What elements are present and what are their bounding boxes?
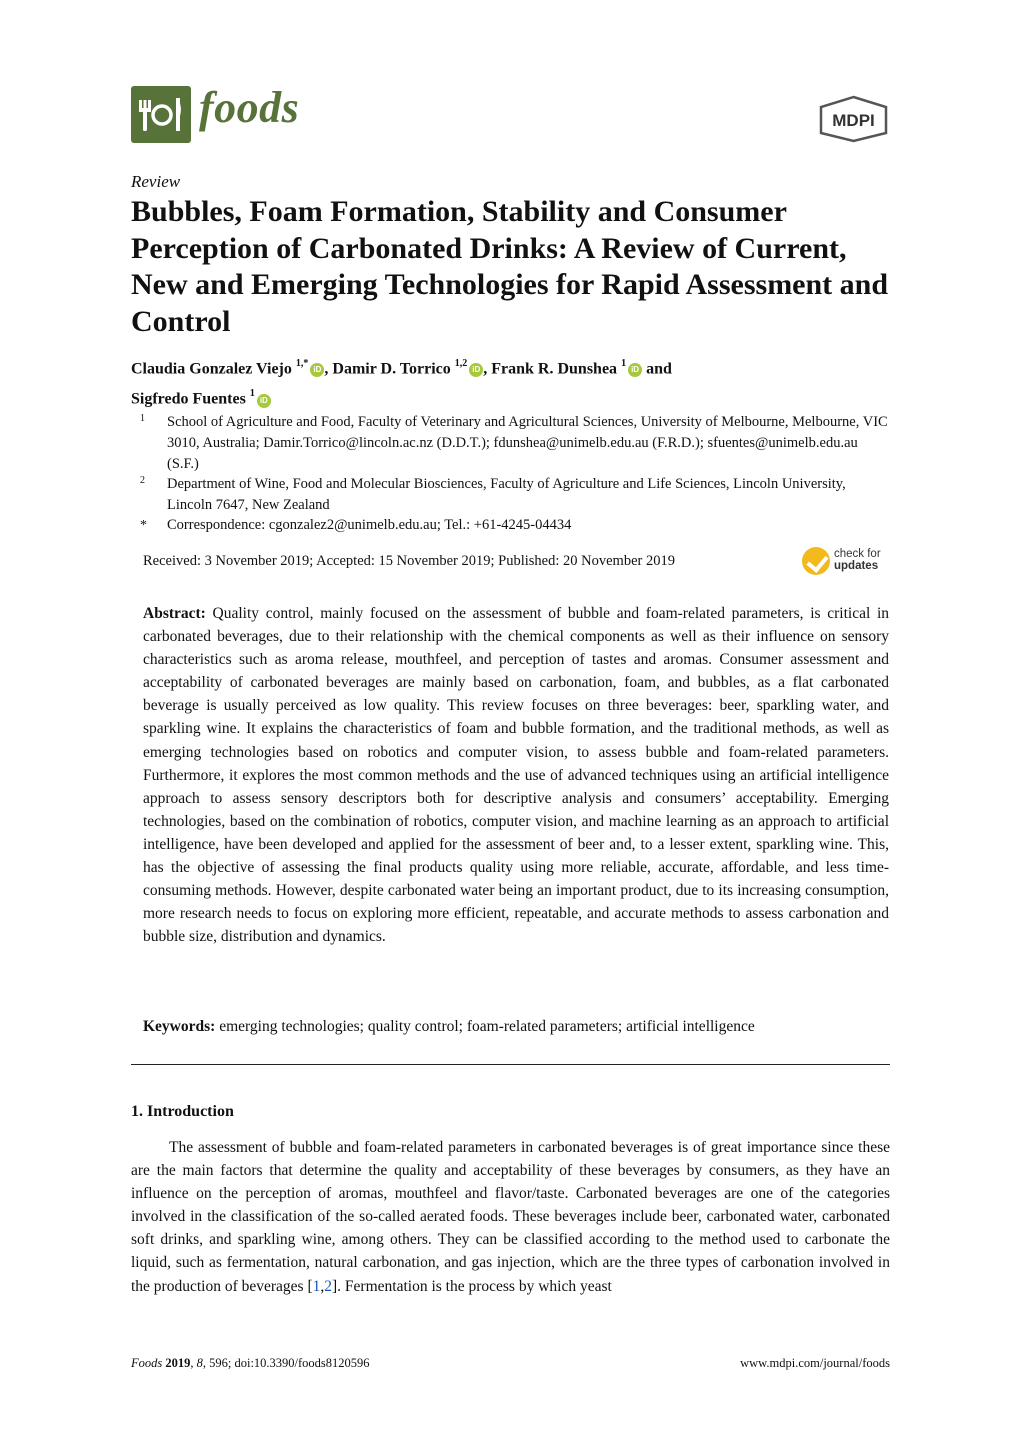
author-list bbox=[131, 352, 891, 413]
keywords bbox=[143, 1015, 889, 1038]
author-name[interactable]: Sigfredo Fuentes bbox=[131, 390, 246, 408]
affiliation-text: Correspondence: cgonzalez2@unimelb.edu.au; Tel.: +61-4245-04434 bbox=[167, 517, 572, 533]
author-separator: , bbox=[483, 360, 492, 378]
abstract-text: Quality control, mainly focused on the assessment of bubble and foam-related parameters, is critical in carbonated beverages, due to their relationship with the chemical components as well as their influence on sensory characteristics such as aroma release, mouthfeel, and perception of tastes and aromas. Consumer assessment and acceptability of carbonated beverages are mainly based on carbonation, foam, and bubbles, as a flat carbonated beverage is usually perceived as low quality. This review focuses on three beverages: beer, sparkling water, and sparkling wine. It explains the characteristics of foam and bubble formation, and the traditional methods, as well as emerging technologies based on robotics and computer vision, to assess bubble and foam-related parameters. Furthermore, it explores the most common methods and the use of advanced techniques using an artificial intelligence approach to assess sensory descriptors both for descriptive analysis and consumers’ acceptability. Emerging technologies, based on the combination of robotics, computer vision, and machine learning as an approach to artificial intelligence, have been developed and applied for the assessment of beer and, to a lesser extent, sparkling wine. This, has the objective of assessing the final products quality using more reliable, accurate, affordable, and less time-consuming methods. However, despite carbonated water being an important product, due to its increasing consumption, more research needs to focus on exploring more efficient, repeatable, and accurate methods to assess carbonation and bubble size, distribution and dynamics. bbox=[143, 605, 890, 946]
author-name[interactable]: Claudia Gonzalez Viejo bbox=[131, 360, 292, 378]
affiliation-marker: 2 bbox=[140, 475, 145, 486]
checkmark-icon bbox=[802, 547, 830, 575]
author-affiliation-marker: 1 bbox=[249, 388, 255, 400]
check-for-updates-badge[interactable] bbox=[800, 545, 892, 579]
check-updates-line2: updates bbox=[834, 560, 879, 572]
affiliation-2 bbox=[131, 474, 891, 516]
author-separator: and bbox=[642, 360, 672, 378]
plate-fork-knife-icon bbox=[131, 86, 191, 143]
intro-text-continued: ]. Fermentation is the process by which yeast bbox=[332, 1277, 612, 1295]
footer-year: 2019 bbox=[165, 1356, 191, 1370]
footer-url[interactable]: www.mdpi.com/journal/foods bbox=[740, 1356, 890, 1370]
section-heading: 1. Introduction bbox=[131, 1103, 234, 1120]
journal-name: foods bbox=[199, 83, 300, 132]
keywords-label: Keywords: bbox=[143, 1018, 216, 1035]
orcid-icon[interactable]: iD bbox=[469, 363, 483, 377]
author-name[interactable]: Frank R. Dunshea bbox=[491, 360, 618, 378]
journal-logo bbox=[131, 86, 191, 143]
intro-text: The assessment of bubble and foam-related parameters in carbonated beverages is of great importance since these are the main factors that determine the quality and acceptability of these beverages by consumers, as they have an influence on the perception of aromas, mouthfeel and flavor/taste. Carbonated beverages are one of the categories involved in the classification of the so-called aerated foods. These beverages include beer, carbonated water, carbonated soft drinks, and sparkling wine, among others. They can be classified according to the method used to carbonate the liquid, such as fermentation, natural carbonation, and gas injection, which are the three types of carbonation involved in the production of beverages [ bbox=[131, 1139, 890, 1295]
orcid-icon[interactable]: iD bbox=[257, 394, 271, 408]
section-divider bbox=[131, 1064, 890, 1065]
affiliation-marker: 1 bbox=[140, 413, 145, 424]
author-name[interactable]: Damir D. Torrico bbox=[332, 360, 451, 378]
publisher-name: MDPI bbox=[832, 111, 875, 130]
reference-link[interactable]: 2 bbox=[324, 1277, 333, 1295]
affiliation-text: Department of Wine, Food and Molecular Biosciences, Faculty of Agriculture and Life Sciences, Lincoln University, Lincoln 7647, New Zealand bbox=[167, 476, 846, 513]
footer-journal: Foods bbox=[131, 1356, 163, 1370]
author-affiliation-marker: 1,* bbox=[295, 358, 309, 369]
author-separator: , bbox=[324, 360, 333, 378]
introduction-paragraph bbox=[131, 1136, 890, 1298]
orcid-icon[interactable]: iD bbox=[628, 363, 642, 377]
publisher-logo bbox=[818, 95, 889, 143]
correspondence bbox=[131, 515, 891, 536]
check-updates-line1: check for bbox=[834, 548, 881, 560]
footer-citation: Foods 2019, 8, 596; doi:10.3390/foods8120596 bbox=[131, 1356, 370, 1370]
abstract bbox=[143, 602, 889, 948]
footer-doi: , 596; doi:10.3390/foods8120596 bbox=[202, 1356, 370, 1370]
publication-dates: Received: 3 November 2019; Accepted: 15 November 2019; Published: 20 November 2019 bbox=[143, 553, 675, 569]
author-affiliation-marker: 1 bbox=[621, 358, 627, 369]
affiliation-1 bbox=[131, 412, 891, 475]
reference-link[interactable]: 1 bbox=[312, 1277, 321, 1295]
abstract-label: Abstract: bbox=[143, 605, 206, 622]
affiliation-text: School of Agriculture and Food, Faculty of Veterinary and Agricultural Sciences, University of Melbourne, Melbourne, VIC 3010, Australia; Damir.Torrico@lincoln.ac.nz (D.D.T.); fdunshea@unimelb.edu.au (F.R.D.); sfuentes@unimelb.edu.au (S.F.) bbox=[167, 414, 888, 472]
article-title: Bubbles, Foam Formation, Stability and Consumer Perception of Carbonated Drinks: A Review of Current, New and Emerging Technologies for Rapid Assessment and Control bbox=[131, 195, 889, 338]
author-affiliation-marker: 1,2 bbox=[454, 358, 468, 369]
affiliation-marker: * bbox=[140, 518, 147, 533]
footer-volume: 8 bbox=[196, 1356, 203, 1370]
keywords-text: emerging technologies; quality control; foam-related parameters; artificial intelligence bbox=[219, 1018, 755, 1035]
article-type: Review bbox=[131, 172, 181, 191]
orcid-icon[interactable]: iD bbox=[310, 363, 324, 377]
ref-separator: , bbox=[320, 1277, 325, 1295]
